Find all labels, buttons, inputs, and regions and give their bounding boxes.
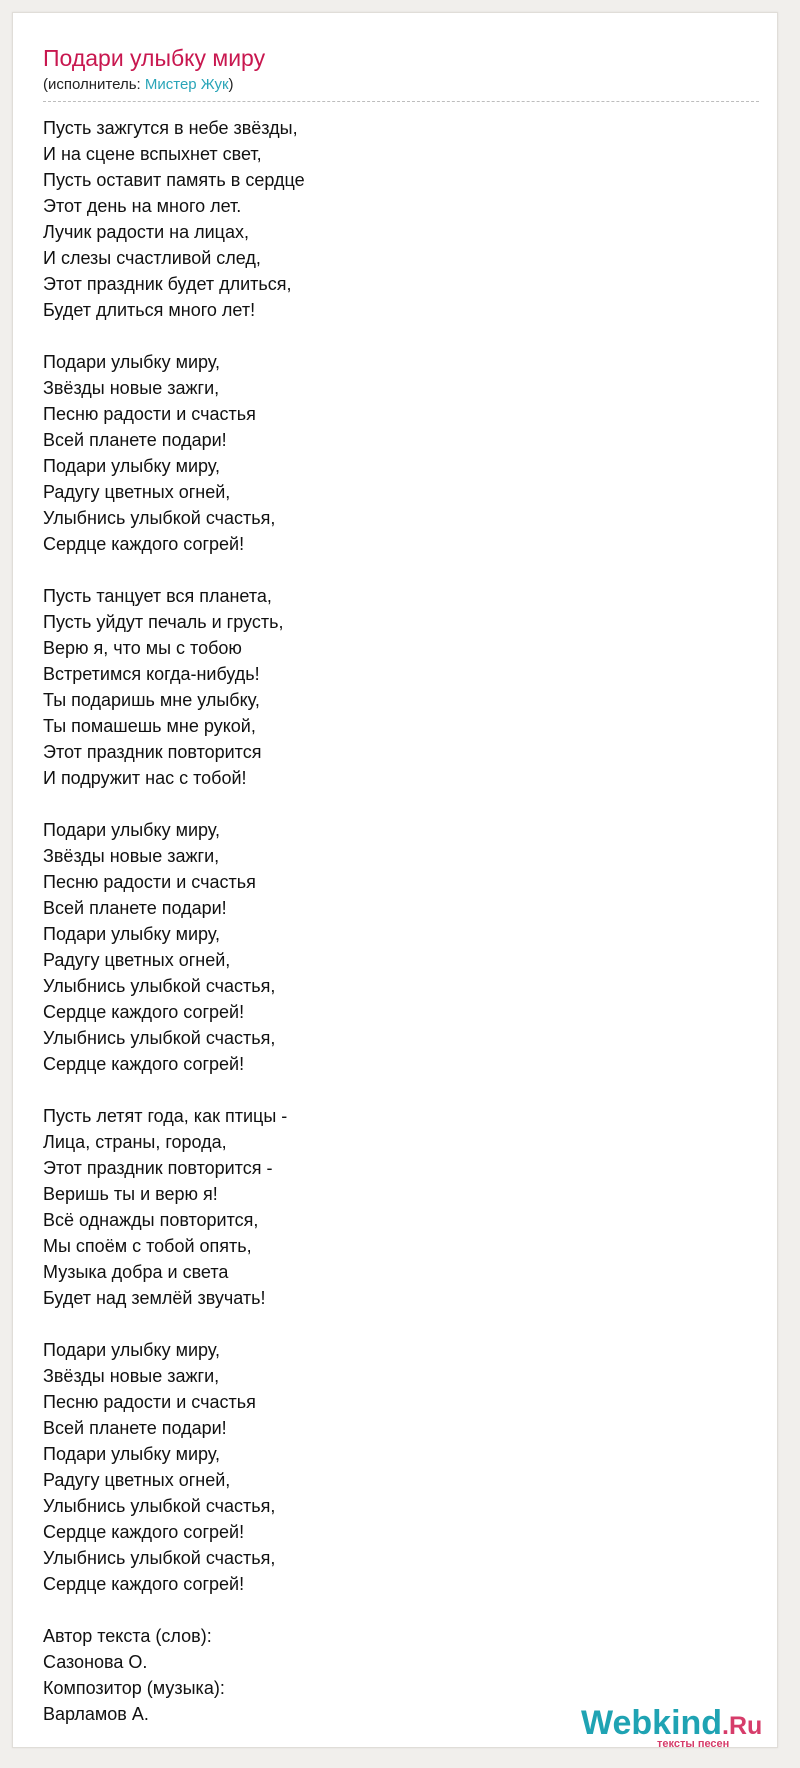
stanza-gap bbox=[43, 1597, 743, 1623]
lyric-line: Песню радости и счастья bbox=[43, 1392, 256, 1412]
lyric-line: Мы споём с тобой опять, bbox=[43, 1236, 252, 1256]
lyric-line: Ты помашешь мне рукой, bbox=[43, 716, 256, 736]
lyric-line: Пусть танцует вся планета, bbox=[43, 586, 272, 606]
lyric-line: Будет длиться много лет! bbox=[43, 300, 256, 320]
lyric-line: Подари улыбку миру, bbox=[43, 924, 221, 944]
logo-tagline: тексты песен bbox=[657, 1738, 730, 1750]
stanza-gap bbox=[43, 1077, 743, 1103]
stanza-gap bbox=[43, 557, 743, 583]
performer-line bbox=[43, 75, 234, 95]
lyric-line: И на сцене вспыхнет свет, bbox=[43, 144, 262, 164]
lyric-line: Музыка добра и света bbox=[43, 1262, 229, 1282]
lyric-line: Автор текста (слов): bbox=[43, 1626, 212, 1646]
lyrics-text bbox=[43, 115, 743, 1727]
lyric-line: Ты подаришь мне улыбку, bbox=[43, 690, 260, 710]
lyric-line: Песню радости и счастья bbox=[43, 404, 256, 424]
lyric-line: Подари улыбку миру, bbox=[43, 456, 221, 476]
lyric-line: Варламов А. bbox=[43, 1704, 149, 1724]
logo-main-text: Webkind bbox=[581, 1704, 723, 1742]
lyric-line: Песню радости и счастья bbox=[43, 872, 256, 892]
performer-suffix: ) bbox=[228, 76, 234, 93]
lyric-line: Сердце каждого согрей! bbox=[43, 1054, 245, 1074]
site-logo[interactable] bbox=[581, 1704, 763, 1750]
lyric-line: Всё однажды повторится, bbox=[43, 1210, 259, 1230]
lyric-line: Подари улыбку миру, bbox=[43, 352, 221, 372]
song-title: Подари улыбку миру bbox=[43, 45, 266, 71]
lyric-line: Этот праздник повторится bbox=[43, 742, 262, 762]
performer-link[interactable]: Мистер Жук bbox=[144, 76, 229, 93]
lyric-line: Улыбнись улыбкой счастья, bbox=[43, 1496, 276, 1516]
lyric-line: Улыбнись улыбкой счастья, bbox=[43, 508, 276, 528]
lyric-line: Улыбнись улыбкой счастья, bbox=[43, 1548, 276, 1568]
logo-domain-text: .Ru bbox=[722, 1712, 763, 1740]
lyric-line: Лучик радости на лицах, bbox=[43, 222, 249, 242]
lyric-line: Звёзды новые зажги, bbox=[43, 1366, 220, 1386]
lyric-line: Улыбнись улыбкой счастья, bbox=[43, 976, 276, 996]
lyric-line: Всей планете подари! bbox=[43, 898, 227, 918]
lyric-line: И слезы счастливой след, bbox=[43, 248, 261, 268]
lyric-line: Сазонова О. bbox=[43, 1652, 148, 1672]
lyric-line: Звёзды новые зажги, bbox=[43, 378, 220, 398]
lyric-line: Всей планете подари! bbox=[43, 1418, 227, 1438]
lyric-line: Пусть летят года, как птицы - bbox=[43, 1106, 288, 1126]
lyric-line: Радугу цветных огней, bbox=[43, 950, 231, 970]
lyric-line: И подружит нас с тобой! bbox=[43, 768, 247, 788]
lyric-line: Композитор (музыка): bbox=[43, 1678, 225, 1698]
lyric-line: Будет над землёй звучать! bbox=[43, 1288, 266, 1308]
lyric-line: Улыбнись улыбкой счастья, bbox=[43, 1028, 276, 1048]
lyric-line: Лица, страны, города, bbox=[43, 1132, 227, 1152]
lyric-line: Пусть зажгутся в небе звёзды, bbox=[43, 118, 298, 138]
lyric-line: Верю я, что мы с тобою bbox=[43, 638, 242, 658]
stanza-gap bbox=[43, 791, 743, 817]
logo-wordmark bbox=[581, 1704, 762, 1742]
lyric-line: Пусть оставит память в сердце bbox=[43, 170, 305, 190]
lyric-line: Сердце каждого согрей! bbox=[43, 1522, 245, 1542]
lyric-line: Подари улыбку миру, bbox=[43, 1340, 221, 1360]
lyric-line: Этот праздник повторится - bbox=[43, 1158, 273, 1178]
lyric-line: Сердце каждого согрей! bbox=[43, 534, 245, 554]
lyric-line: Сердце каждого согрей! bbox=[43, 1002, 245, 1022]
lyric-line: Радугу цветных огней, bbox=[43, 482, 231, 502]
stanza-gap bbox=[43, 1311, 743, 1337]
lyric-line: Всей планете подари! bbox=[43, 430, 227, 450]
lyric-line: Сердце каждого согрей! bbox=[43, 1574, 245, 1594]
lyric-line: Звёзды новые зажги, bbox=[43, 846, 220, 866]
lyric-line: Этот день на много лет. bbox=[43, 196, 242, 216]
lyric-line: Радугу цветных огней, bbox=[43, 1470, 231, 1490]
lyric-line: Встретимся когда-нибудь! bbox=[43, 664, 260, 684]
lyric-line: Пусть уйдут печаль и грусть, bbox=[43, 612, 284, 632]
performer-prefix: (исполнитель: bbox=[43, 76, 145, 93]
lyrics-card bbox=[12, 12, 778, 1748]
title-divider bbox=[43, 101, 759, 102]
lyric-line: Подари улыбку миру, bbox=[43, 1444, 221, 1464]
lyric-line: Веришь ты и верю я! bbox=[43, 1184, 218, 1204]
lyric-line: Этот праздник будет длиться, bbox=[43, 274, 292, 294]
stanza-gap bbox=[43, 323, 743, 349]
lyric-line: Подари улыбку миру, bbox=[43, 820, 221, 840]
